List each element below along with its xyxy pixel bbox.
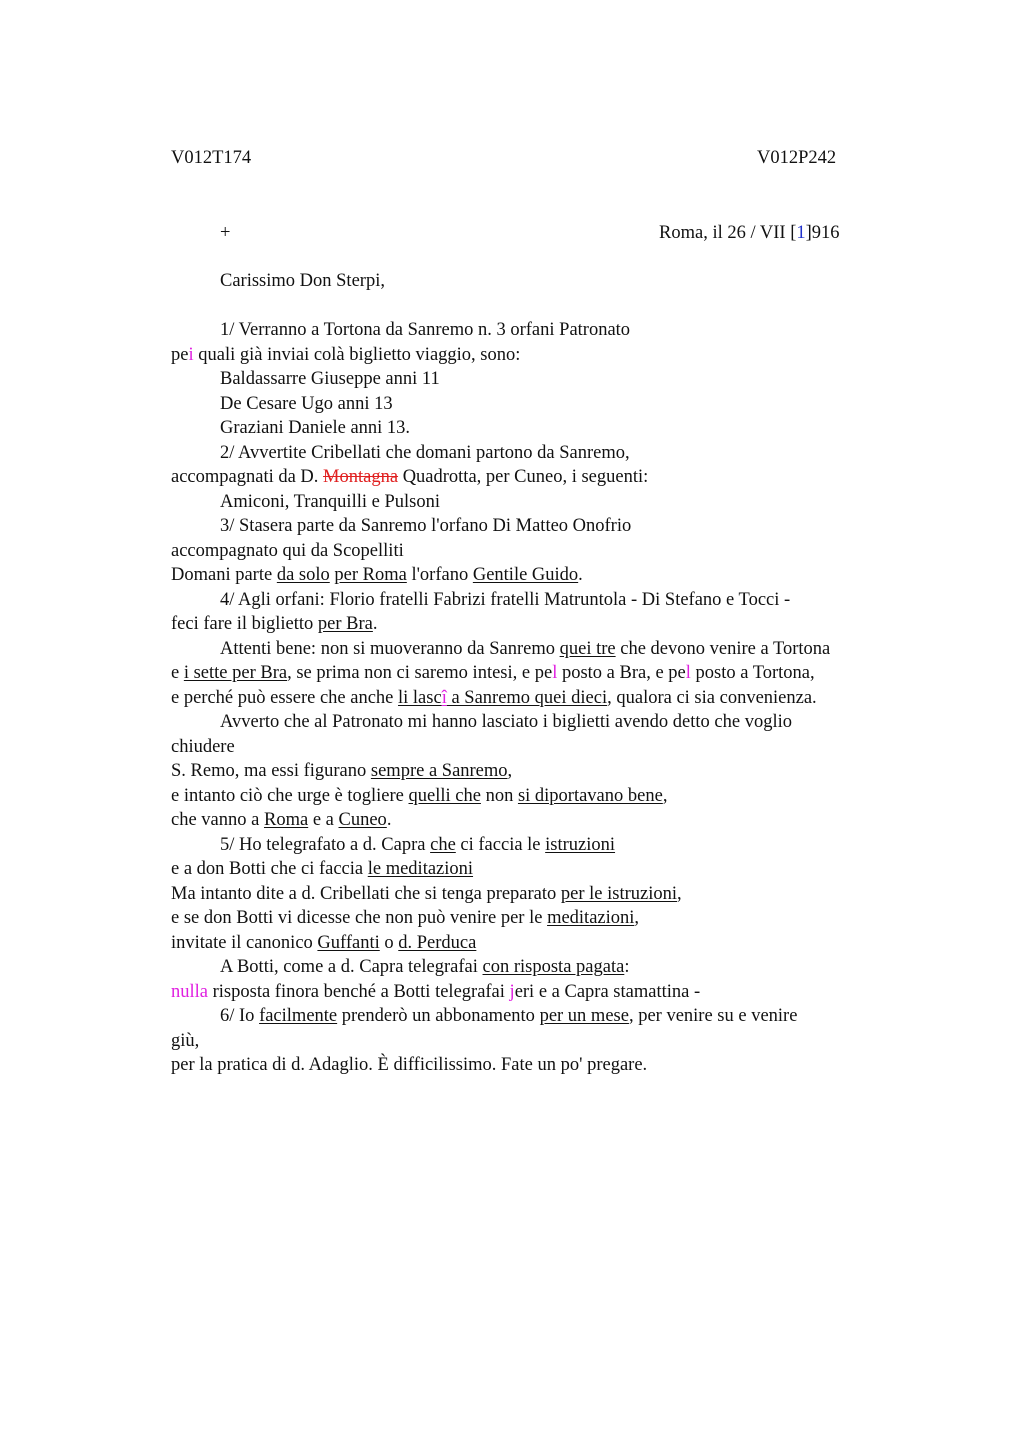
text-line: chiudere — [171, 736, 235, 757]
text-line: Amiconi, Tranquilli e Pulsoni — [220, 491, 440, 512]
text-line: 3/ Stasera parte da Sanremo l'orfano Di Matteo Onofrio — [220, 516, 632, 536]
text-line: Domani parte da solo per Roma l'orfano Gentile Guido. — [171, 565, 583, 585]
text-line: 5/ Ho telegrafato a d. Capra che ci faccia le istruzioni — [220, 834, 616, 855]
text-line: che vanno a Roma e a Cuneo. — [171, 810, 392, 830]
deleted-word: Montagna — [323, 467, 399, 487]
text-line: Ma intanto dite a d. Cribellati che si tenga preparato per le istruzioni, — [171, 883, 682, 904]
text-line: 4/ Agli orfani: Florio fratelli Fabrizi fratelli Matruntola - Di Stefano e Tocci - — [220, 589, 791, 610]
document-code-left: V012T174 — [171, 148, 252, 168]
text-line: feci fare il biglietto per Bra. — [171, 614, 378, 634]
text-line: accompagnato qui da Scopelliti — [171, 540, 404, 561]
text-line: 6/ Io facilmente prenderò un abbonamento per un mese, per venire su e venire — [220, 1006, 798, 1026]
text-line: Baldassarre Giuseppe anni 11 — [220, 369, 440, 389]
editorial-insertion: 1 — [796, 223, 806, 243]
letter-date: Roma, il 26 / VII [1]916 — [659, 223, 840, 243]
text-line: A Botti, come a d. Capra telegrafai con risposta pagata: — [220, 957, 630, 977]
text-line: S. Remo, ma essi figurano sempre a Sanremo, — [171, 761, 513, 781]
cross-mark: + — [220, 223, 231, 243]
letter-body — [171, 318, 931, 1078]
text-line: e se don Botti vi dicesse che non può venire per le meditazioni, — [171, 908, 640, 928]
text-line: e a don Botti che ci faccia le meditazioni — [171, 859, 474, 879]
text-line: per la pratica di d. Adaglio. È difficilissimo. Fate un po' pregare. — [171, 1055, 648, 1075]
text-line: e i sette per Bra, se prima non ci saremo intesi, e pel posto a Bra, e pel posto a Tortona, — [171, 663, 815, 683]
text-line: 1/ Verranno a Tortona da Sanremo n. 3 orfani Patronato — [220, 320, 631, 340]
text-line: e intanto ciò che urge è togliere quelli che non si diportavano bene, — [171, 785, 668, 806]
text-line: 2/ Avvertite Cribellati che domani partono da Sanremo, — [220, 442, 630, 463]
text-line: nulla risposta finora benché a Botti telegrafai jeri e a Capra stamattina - — [171, 981, 701, 1002]
text-line: giù, — [171, 1030, 200, 1051]
document-code-right: V012P242 — [757, 148, 837, 168]
text-line: e perché può essere che anche li lascî a Sanremo quei dieci, qualora ci sia convenienza. — [171, 687, 817, 708]
text-line: Graziani Daniele anni 13. — [220, 418, 411, 438]
text-line: Attenti bene: non si muoveranno da Sanremo quei tre che devono venire a Tortona — [220, 638, 831, 659]
salutation: Carissimo Don Sterpi, — [220, 271, 385, 291]
text-line: accompagnati da D. Montagna Quadrotta, per Cuneo, i seguenti: — [171, 467, 649, 487]
text-line: pei quali già inviai colà biglietto viaggio, sono: — [171, 344, 521, 365]
text-line: Avverto che al Patronato mi hanno lasciato i biglietti avendo detto che voglio — [220, 712, 792, 732]
text-line: De Cesare Ugo anni 13 — [220, 393, 393, 414]
text-line: invitate il canonico Guffanti o d. Perduca — [171, 932, 477, 953]
